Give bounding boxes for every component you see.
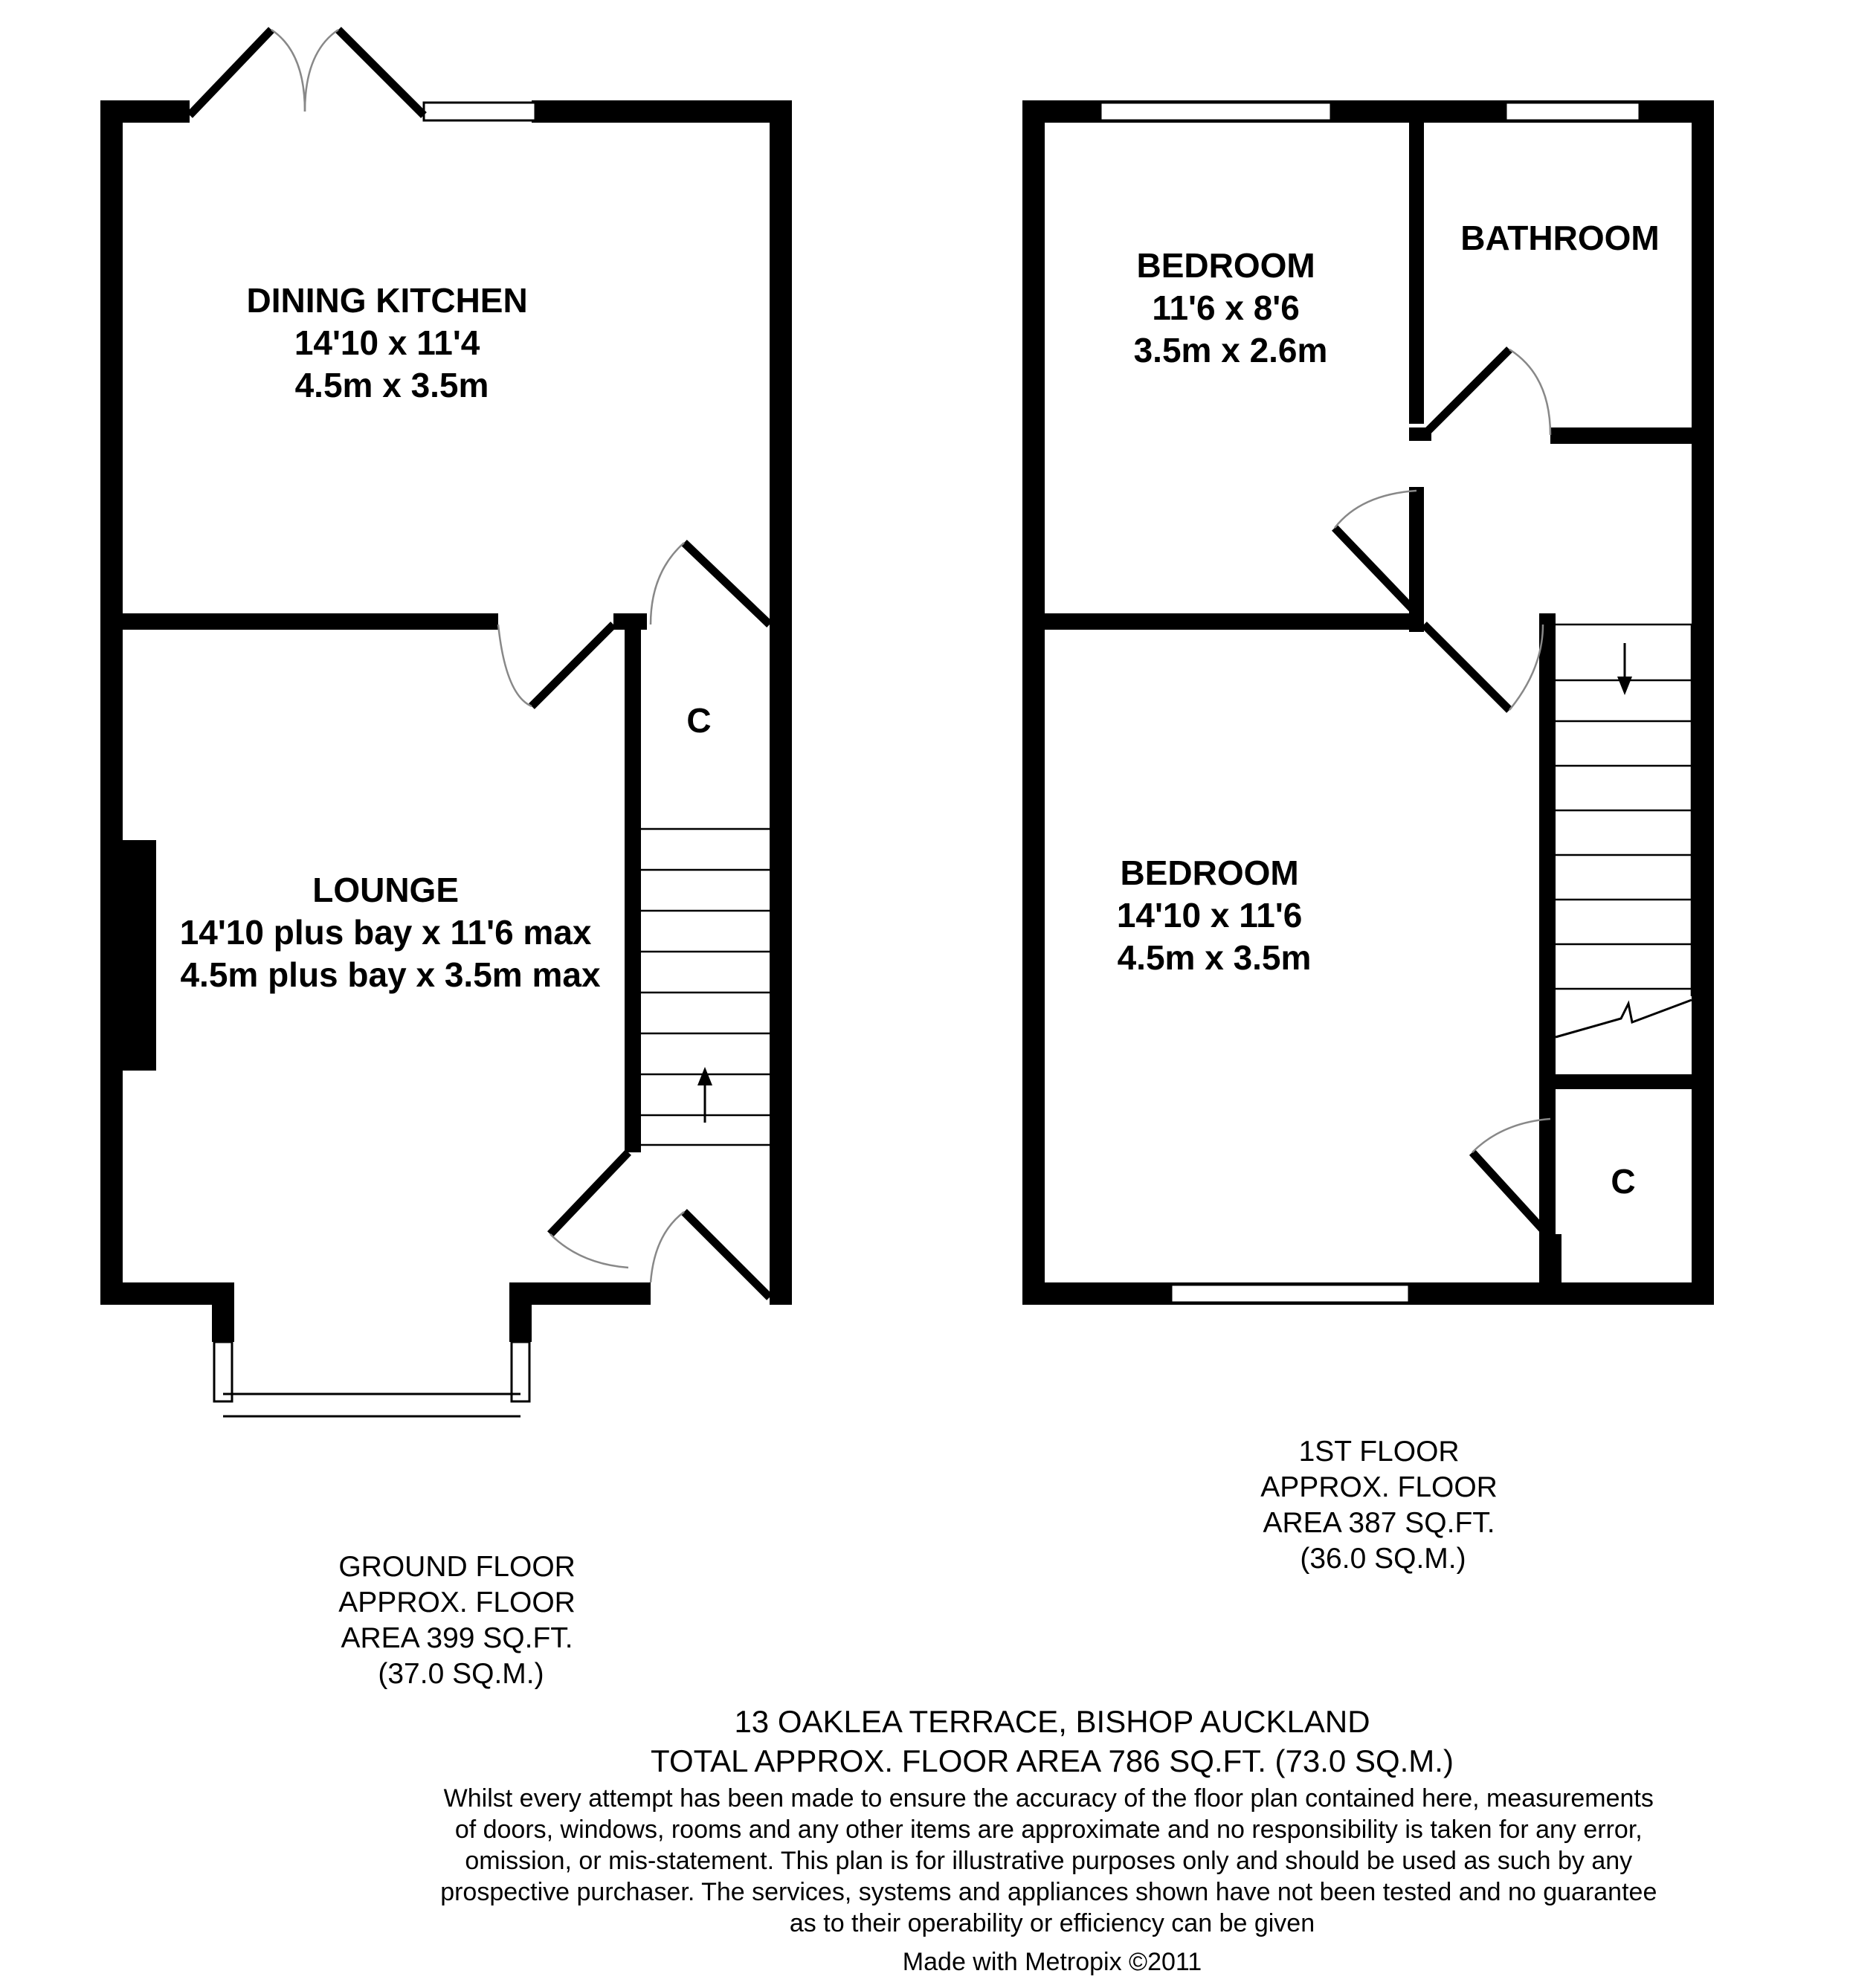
- bedroom-large-door-swing: [1509, 625, 1543, 710]
- first-cupboard-top-wall: [1550, 1074, 1699, 1089]
- bathroom-wall-bottom: [1550, 427, 1695, 444]
- ground-area-line3: AREA 399 SQ.FT.: [341, 1622, 573, 1654]
- stair-partition-wall: [625, 613, 641, 1152]
- ground-cupboard-label: C: [686, 701, 712, 740]
- kitchen-window: [424, 103, 535, 120]
- front-door: [684, 1212, 770, 1297]
- bathroom-door: [1424, 349, 1509, 435]
- svg-text:BEDROOM 14'10 x 11'6: [1117, 853, 1312, 977]
- bedroom-divider-wall: [1034, 613, 1424, 630]
- bathroom-label: BATHROOM: [1460, 219, 1660, 257]
- french-door-left: [190, 30, 271, 115]
- front-door-swing: [651, 1212, 684, 1282]
- svg-text:Whilst every attempt has been: [440, 1784, 1664, 1937]
- lounge-door-swing: [498, 625, 532, 706]
- first-cupboard-door: [1472, 1152, 1550, 1238]
- disclaimer-line1: Whilst every attempt has been made to ensure the accuracy of the floor plan contained here, measurements: [443, 1784, 1654, 1813]
- bedroom-small-name: BEDROOM: [1136, 246, 1315, 285]
- disclaimer-line4: prospective purchaser. The services, systems and appliances shown have not been tested and no guarantee: [440, 1878, 1657, 1906]
- bay-window-left: [214, 1342, 232, 1401]
- first-area-line1: 1ST FLOOR: [1298, 1436, 1460, 1468]
- bedroom-small-window: [1100, 103, 1331, 120]
- ground-floor-plan: [100, 30, 792, 1690]
- inner-hall-door: [550, 1152, 628, 1234]
- metropix-credit: Made with Metropix ©2011: [902, 1948, 1202, 1976]
- landing-partition-wall: [1539, 613, 1556, 1297]
- bathroom-door-swing: [1509, 349, 1550, 435]
- ground-area-line1: GROUND FLOOR: [338, 1551, 576, 1583]
- dining-kitchen-dim-metric: 4.5m x 3.5m: [294, 366, 489, 404]
- ground-wall-right: [770, 100, 792, 1305]
- bedroom-large-dim-metric: 4.5m x 3.5m: [1117, 938, 1312, 977]
- bedroom-small-dim-imperial: 11'6 x 8'6: [1152, 288, 1300, 327]
- bay-wall-right: [509, 1282, 532, 1342]
- disclaimer-line3: omission, or mis-statement. This plan is for illustrative purposes only and should be used as such by any: [465, 1847, 1633, 1875]
- bedroom-small-dim-metric: 3.5m x 2.6m: [1133, 331, 1328, 369]
- first-wall-left: [1022, 100, 1045, 1305]
- stair-down-arrow-icon: [1617, 643, 1632, 695]
- svg-text:DINING KITCHEN 14'10 x 1: [246, 281, 537, 404]
- lounge-dim-imperial: 14'10 plus bay x 11'6 max: [179, 913, 592, 952]
- disclaimer-line5: as to their operability or efficiency can be given: [789, 1909, 1315, 1937]
- svg-text:1ST FLOOR APPROX. FLOOR: [1260, 1436, 1505, 1575]
- bay-window-right: [512, 1342, 529, 1401]
- french-door-left-swing: [271, 30, 305, 112]
- lounge-name: LOUNGE: [312, 871, 459, 909]
- svg-text:LOUNGE 14'10 plus bay x: [180, 871, 602, 994]
- first-cupboard-label: C: [1611, 1162, 1636, 1201]
- svg-text:BEDROOM 11'6 x 8'6: [1134, 246, 1328, 369]
- french-door-right-swing: [305, 30, 338, 112]
- cupboard-door: [684, 543, 770, 625]
- first-floor-plan: [1022, 100, 1714, 1575]
- first-area-line3: AREA 387 SQ.FT.: [1263, 1507, 1495, 1539]
- ground-area-line2: APPROX. FLOOR: [338, 1587, 576, 1619]
- disclaimer-line2: of doors, windows, rooms and any other items are approximate and no responsibility is taken for any error,: [454, 1816, 1643, 1844]
- ground-area-line4: (37.0 SQ.M.): [378, 1658, 544, 1690]
- lounge-dim-metric: 4.5m plus bay x 3.5m max: [180, 955, 601, 994]
- inner-hall-door-swing: [550, 1234, 628, 1268]
- kitchen-lounge-wall: [100, 613, 498, 630]
- first-cupboard-door-swing: [1472, 1119, 1550, 1152]
- bedroom-large-door: [1424, 625, 1509, 710]
- bedroom-large-dim-imperial: 14'10 x 11'6: [1116, 896, 1303, 935]
- bedroom-small-door-swing: [1335, 491, 1416, 528]
- total-floor-area: TOTAL APPROX. FLOOR AREA 786 SQ.FT. (73.0 SQ.M.): [651, 1743, 1454, 1778]
- first-area-line4: (36.0 SQ.M.): [1300, 1543, 1466, 1575]
- bay-wall-left: [212, 1282, 234, 1342]
- bathroom-window: [1506, 103, 1640, 120]
- ground-wall-left: [100, 100, 123, 1305]
- first-cupboard-side-wall: [1547, 1234, 1561, 1294]
- lounge-door: [532, 625, 613, 706]
- plan-footer: [440, 1704, 1664, 1976]
- bathroom-partition-upper: [1409, 112, 1424, 424]
- ground-wall-top-right: [532, 100, 792, 123]
- dining-kitchen-name: DINING KITCHEN: [246, 281, 528, 320]
- property-address: 13 OAKLEA TERRACE, BISHOP AUCKLAND: [734, 1704, 1370, 1739]
- french-door-right: [338, 30, 424, 115]
- chimney-breast: [100, 840, 156, 1071]
- first-wall-right: [1692, 100, 1714, 1305]
- bedroom-small-door: [1335, 528, 1416, 613]
- first-area-line2: APPROX. FLOOR: [1260, 1471, 1498, 1503]
- dining-kitchen-dim-imperial: 14'10 x 11'4: [294, 323, 480, 362]
- cupboard-door-swing: [651, 543, 684, 625]
- bedroom-large-name: BEDROOM: [1120, 853, 1299, 892]
- bedroom-large-window: [1171, 1285, 1409, 1303]
- svg-text:GROUND FLOOR APPROX. FLO: [338, 1551, 583, 1690]
